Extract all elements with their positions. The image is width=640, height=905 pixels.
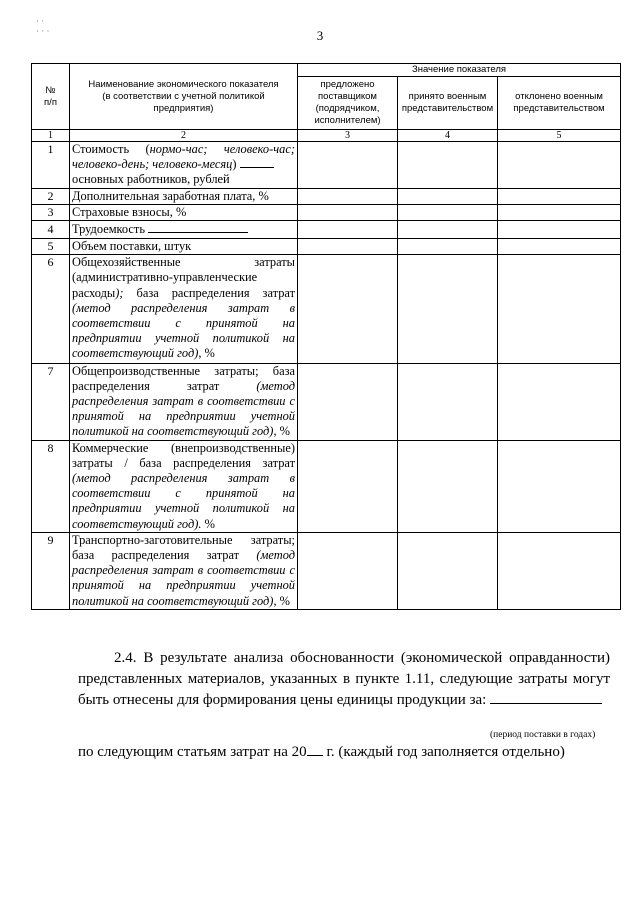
cell-accepted[interactable] bbox=[398, 255, 498, 363]
period-subscript: (период поставки в годах) bbox=[490, 730, 596, 740]
period-blank-line bbox=[490, 703, 602, 704]
cell-rejected[interactable] bbox=[498, 363, 621, 440]
cell-accepted[interactable] bbox=[398, 440, 498, 532]
blank-line bbox=[240, 167, 274, 168]
cell-supplier[interactable] bbox=[298, 532, 398, 609]
table-row bbox=[32, 221, 621, 239]
cell-rejected[interactable] bbox=[498, 440, 621, 532]
table-row bbox=[32, 239, 621, 255]
row-name: Дополнительная заработная плата, % bbox=[70, 188, 298, 204]
cell-rejected[interactable] bbox=[498, 532, 621, 609]
page-number: 3 bbox=[316, 28, 324, 43]
cell-rejected[interactable] bbox=[498, 204, 621, 220]
header-supplier: предложено поставщиком (подрядчиком, исполнителем) bbox=[298, 77, 398, 130]
cell-supplier[interactable] bbox=[298, 440, 398, 532]
cell-supplier[interactable] bbox=[298, 204, 398, 220]
row-name: Общехозяйственные затраты (административно-управленческие расходы); база распределения затрат (метод распределения затрат в соответствии с принятой на предприятии учетной политикой на соответствующий год), % bbox=[70, 255, 298, 363]
cell-accepted[interactable] bbox=[398, 221, 498, 239]
year-blank-line bbox=[307, 755, 323, 756]
table-row bbox=[32, 204, 621, 220]
cell-accepted[interactable] bbox=[398, 363, 498, 440]
row-number: 7 bbox=[32, 363, 70, 440]
blank-line bbox=[148, 232, 248, 233]
header-name: Наименование экономического показателя (в соответствии с учетной политикой предприятия) bbox=[70, 64, 298, 130]
row-number: 1 bbox=[32, 142, 70, 189]
row-number: 3 bbox=[32, 204, 70, 220]
table-row bbox=[32, 532, 621, 609]
cell-rejected[interactable] bbox=[498, 239, 621, 255]
cell-accepted[interactable] bbox=[398, 239, 498, 255]
table-row bbox=[32, 255, 621, 363]
colnum-3: 3 bbox=[298, 130, 398, 142]
cell-supplier[interactable] bbox=[298, 142, 398, 189]
indicators-table bbox=[31, 63, 621, 610]
header-accepted: принято военным представительством bbox=[398, 77, 498, 130]
column-number-row bbox=[32, 130, 621, 142]
cell-accepted[interactable] bbox=[398, 204, 498, 220]
paragraph-line-2: по следующим статьям затрат на 20 г. (каждый год заполняется отдельно) bbox=[78, 744, 565, 760]
cell-rejected[interactable] bbox=[498, 142, 621, 189]
cell-supplier[interactable] bbox=[298, 188, 398, 204]
row-number: 4 bbox=[32, 221, 70, 239]
cell-rejected[interactable] bbox=[498, 221, 621, 239]
table-row bbox=[32, 363, 621, 440]
row-number: 9 bbox=[32, 532, 70, 609]
header-group: Значение показателя bbox=[298, 64, 621, 77]
cell-accepted[interactable] bbox=[398, 142, 498, 189]
table-row bbox=[32, 142, 621, 189]
colnum-5: 5 bbox=[498, 130, 621, 142]
cell-rejected[interactable] bbox=[498, 188, 621, 204]
scan-specks: · · · · · bbox=[36, 16, 50, 36]
table-row bbox=[32, 440, 621, 532]
paragraph-2-4: 2.4. В результате анализа обоснованности (экономической оправданности) представленных материалов, указанных в пункте 1.11, следующие затраты могут быть отнесены для формирования цены единицы продукции за: bbox=[78, 650, 610, 708]
header-row-top bbox=[32, 64, 621, 77]
cell-supplier[interactable] bbox=[298, 221, 398, 239]
row-number: 8 bbox=[32, 440, 70, 532]
colnum-2: 2 bbox=[70, 130, 298, 142]
row-name: Стоимость (нормо-час; человеко-час; человеко-день; человеко-месяц) основных работников, рублей bbox=[70, 142, 298, 189]
row-name: Трудоемкость bbox=[70, 221, 298, 239]
row-name: Общепроизводственные затраты; база распределения затрат (метод распределения затрат в соответствии с принятой на предприятии учетной политикой на соответствующий год), % bbox=[70, 363, 298, 440]
cell-supplier[interactable] bbox=[298, 255, 398, 363]
colnum-1: 1 bbox=[32, 130, 70, 142]
cell-rejected[interactable] bbox=[498, 255, 621, 363]
row-number: 2 bbox=[32, 188, 70, 204]
cell-supplier[interactable] bbox=[298, 363, 398, 440]
header-num: № п/п bbox=[32, 64, 70, 130]
table-row bbox=[32, 188, 621, 204]
row-name: Транспортно-заготовительные затраты; база распределения затрат (метод распределения затрат в соответствии с принятой на предприятии учетной политикой на соответствующий год), % bbox=[70, 532, 298, 609]
row-name: Объем поставки, штук bbox=[70, 239, 298, 255]
row-number: 6 bbox=[32, 255, 70, 363]
row-name: Страховые взносы, % bbox=[70, 204, 298, 220]
row-name: Коммерческие (внепроизводственные) затраты / база распределения затрат (метод распределения затрат в соответствии с принятой на предприятии учетной политикой на соответствующий год). % bbox=[70, 440, 298, 532]
colnum-4: 4 bbox=[398, 130, 498, 142]
row-number: 5 bbox=[32, 239, 70, 255]
cell-accepted[interactable] bbox=[398, 532, 498, 609]
cell-accepted[interactable] bbox=[398, 188, 498, 204]
header-rejected: отклонено военным представительством bbox=[498, 77, 621, 130]
cell-supplier[interactable] bbox=[298, 239, 398, 255]
